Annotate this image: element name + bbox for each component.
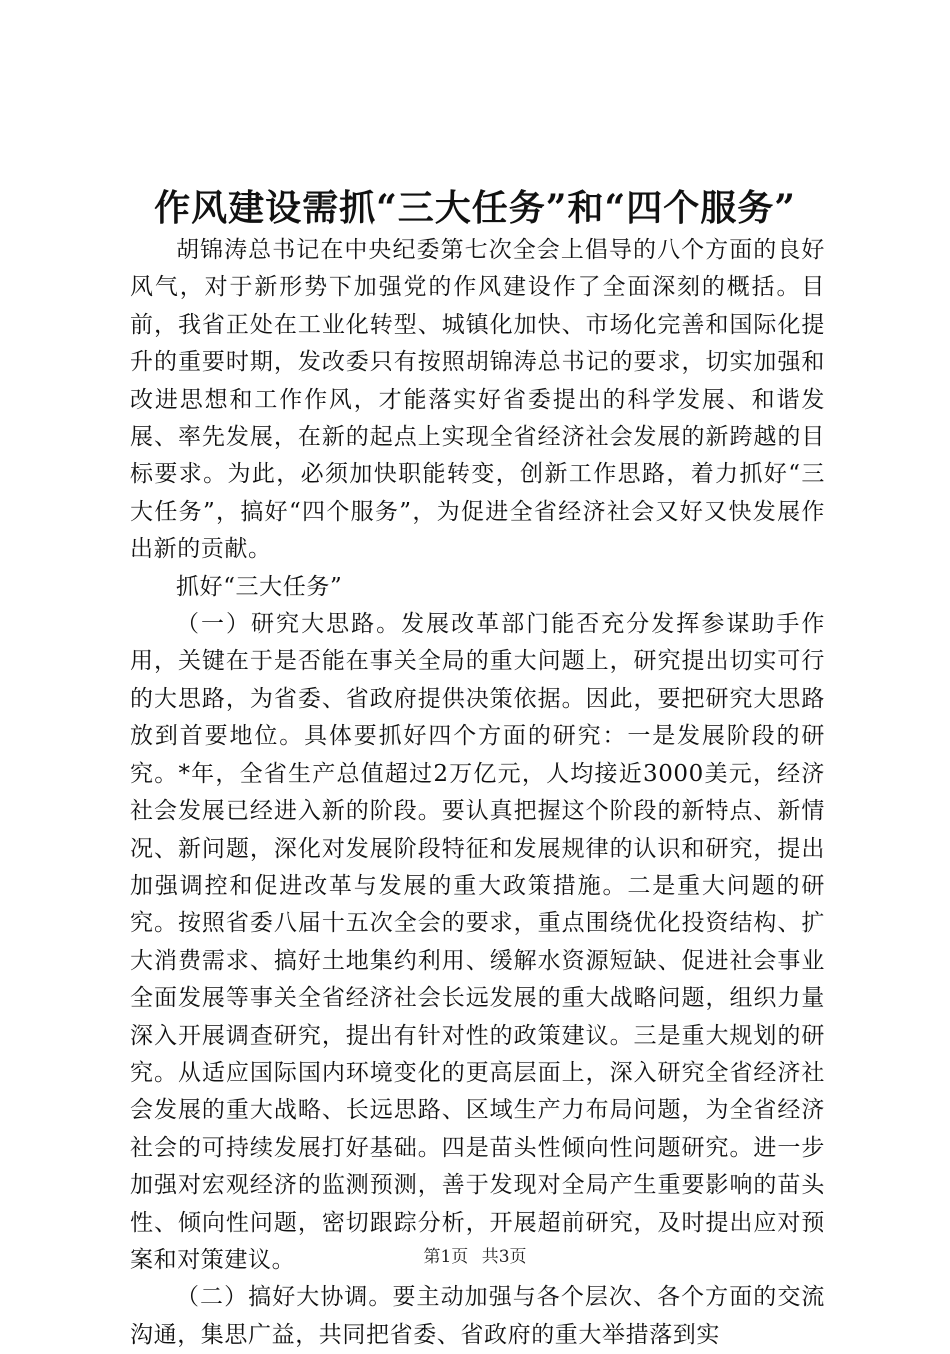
document-title: 作风建设需抓“三大任务”和“四个服务” [154,187,796,229]
page-footer [0,1245,950,1269]
coordination-paragraph: （二）搞好大协调。要主动加强与各个层次、各个方面的交流沟通，集思广益，共同把省委、省政府的重大举措落到实 [130,1284,825,1348]
intro-paragraph: 胡锦涛总书记在中央纪委第七次全会上倡导的八个方面的良好风气，对于新形势下加强党的作风建设作了全面深刻的概括。目前，我省正处在工业化转型、城镇化加快、市场化完善和国际化提升的重要时期，发改委只有按照胡锦涛总书记的要求，切实加强和改进思想和工作作风，才能落实好省委提出的科学发展、和谐发展、率先发展，在新的起点上实现全省经济社会发展的新跨越的目标要求。为此，必须加快职能转变，创新工作思路，着力抓好“三大任务”，搞好“四个服务”，为促进全省经济社会又好又快发展作出新的贡献。 [130,237,825,563]
section-heading: 抓好“三大任务” [176,573,343,600]
research-paragraph: （一）研究大思路。发展改革部门能否充分发挥参谋助手作用，关键在于是否能在事关全局的重大问题上，研究提出切实可行的大思路，为省委、省政府提供决策依据。因此，要把研究大思路放到首要地位。具体要抓好四个方面的研究：一是发展阶段的研究。*年，全省生产总值超过2万亿元，人均接近3000美元，经济社会发展已经进入新的阶段。要认真把握这个阶段的新特点、新情况、新问题，深化对发展阶段特征和发展规律的认识和研究，提出加强调控和促进改革与发展的重大政策措施。二是重大问题的研究。按照省委八届十五次全会的要求，重点围绕优化投资结构、扩大消费需求、搞好土地集约利用、缓解水资源短缺、促进社会事业全面发展等事关全省经济社会长远发展的重大战略问题，组织力量深入开展调查研究，提出有针对性的政策建议。三是重大规划的研究。从适应国际国内环境变化的更高层面上，深入研究全省经济社会发展的重大战略、长远思路、区域生产力布局问题，为全省经济社会的可持续发展打好基础。四是苗头性倾向性问题研究。进一步加强对宏观经济的监测预测，善于发现对全局产生重要影响的苗头性、倾向性问题，密切跟踪分析，开展超前研究，及时提出应对预案和对策建议。 [130,611,825,1273]
page-total: 共3页 [481,1247,527,1267]
document-body [130,232,825,1354]
page-number: 第1页 [423,1247,469,1267]
